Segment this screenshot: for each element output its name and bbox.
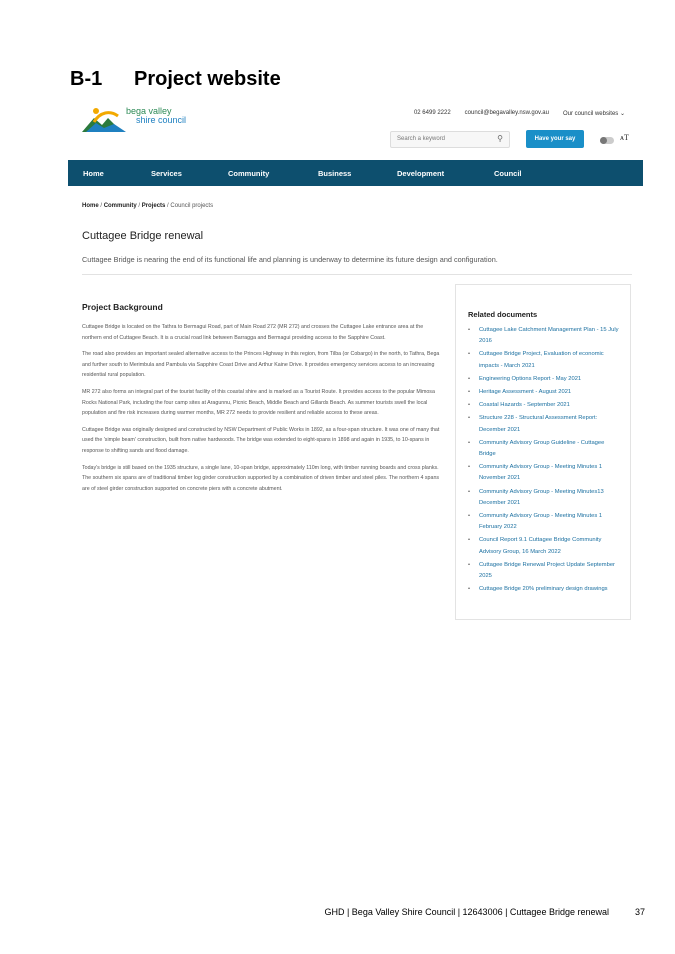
related-doc-link[interactable]: • Heritage Assessment - August 2021	[468, 387, 620, 398]
contrast-toggle[interactable]	[600, 137, 614, 144]
phone-link[interactable]: 02 6499 2222	[413, 110, 451, 116]
breadcrumb: Home / Community / Projects / Council projects	[82, 203, 214, 209]
section-title: Project website	[134, 68, 281, 90]
page-number: 37	[634, 907, 645, 917]
related-doc-link[interactable]: • Cuttagee Bridge Project, Evaluation of economic impacts - March 2021	[468, 349, 620, 371]
nav-item-home[interactable]: Home	[83, 168, 104, 178]
utility-links	[414, 110, 625, 117]
related-doc-link[interactable]: • Coastal Hazards - September 2021	[468, 400, 620, 411]
breadcrumb-projects[interactable]: Projects	[141, 203, 166, 209]
paragraph: The road also provides an important sealed alternative access to the Princes Highway in this region, from Tilba (or Cobargo) in the north, to Tathra, Bega and further south to Merimbula and Pambula via Sapphire Coast Drive and Arthur Kaine Drive. It provides emergency services access to an increasing residential rural population.	[82, 351, 440, 379]
nav-item-services[interactable]: Services	[151, 168, 182, 178]
nav-item-council[interactable]: Council	[494, 168, 522, 178]
main-nav	[68, 160, 643, 186]
council-logo[interactable]	[82, 106, 202, 134]
nav-item-community[interactable]: Community	[228, 168, 270, 178]
footer-text: GHD | Bega Valley Shire Council | 12643006 | Cuttagee Bridge renewal	[324, 907, 609, 917]
breadcrumb-home[interactable]: Home	[82, 203, 99, 209]
logo-line-2: shire council	[136, 115, 187, 125]
background-body	[82, 322, 440, 500]
related-list	[468, 325, 620, 595]
council-sites-dropdown[interactable]	[563, 110, 625, 117]
nav-item-business[interactable]: Business	[318, 168, 352, 178]
related-doc-link[interactable]: • Cuttagee Lake Catchment Management Plan - 15 July 2016	[468, 325, 620, 347]
page-lead: Cuttagee Bridge is nearing the end of its functional life and planning is underway to determine its future design and configuration.	[82, 255, 498, 264]
related-doc-link[interactable]: • Community Advisory Group - Meeting Minutes13 December 2021	[468, 487, 620, 509]
breadcrumb-current: Council projects	[170, 203, 214, 209]
logo-line-1: bega valley	[126, 106, 172, 116]
related-doc-link[interactable]: • Council Report 9.1 Cuttagee Bridge Community Advisory Group, 16 March 2022	[468, 535, 620, 557]
related-doc-link[interactable]: • Community Advisory Group - Meeting Minutes 1 November 2021	[468, 462, 620, 484]
section-number: B-1	[70, 68, 103, 90]
related-doc-link[interactable]: • Community Advisory Group - Meeting Minutes 1 February 2022	[468, 511, 620, 533]
related-documents-panel	[455, 284, 631, 620]
paragraph: Cuttagee Bridge is located on the Tathra to Bermagui Road, part of Main Road 272 (MR 272) and crosses the Cuttagee Lake entrance area at the northern end of Cuttagee Beach. It is a crucial road link between Barragga and Bermagui providing access to the Sapphire Coast.	[82, 324, 424, 341]
logo-mark-icon	[82, 106, 126, 134]
paragraph: Today's bridge is still based on the 1935 structure, a single lane, 10-span bridge, approximately 110m long, with timber running boards and cross planks. The southern six spans are of traditional timber log girder construction supported by a combination of driven timber and steel piles. The northern 4 spans are of steel girder construction supported on concrete piers with a concrete abutment.	[82, 464, 440, 492]
divider	[82, 274, 632, 275]
related-doc-link[interactable]: • Structure 228 - Structural Assessment Report: December 2021	[468, 413, 620, 435]
breadcrumb-community[interactable]: Community	[103, 203, 137, 209]
paragraph: Cuttagee Bridge was originally designed and constructed by NSW Department of Public Works in 1892, as a four-span structure. It was one of many that used the 'simple beam' construction, built from native hardwoods. The bridge was extended to eight-spans in 1898 and again in 1935, to 10-spans in response to shifting sands and flood damage.	[82, 426, 440, 454]
related-doc-link[interactable]: • Cuttagee Bridge 20% preliminary design drawings	[468, 584, 620, 595]
font-size-icon[interactable]: ᴀT	[620, 133, 629, 142]
related-heading: Related documents	[468, 310, 538, 319]
page-title: Cuttagee Bridge renewal	[82, 230, 204, 242]
search-placeholder: Search a keyword	[397, 136, 446, 142]
related-doc-link[interactable]: • Cuttagee Bridge Renewal Project Update September 2025	[468, 560, 620, 582]
search-icon[interactable]: ⚲	[497, 134, 503, 143]
chevron-down-icon: ⌄	[619, 111, 625, 117]
search-input[interactable]	[390, 131, 510, 148]
website-screenshot	[68, 100, 643, 620]
nav-item-development[interactable]: Development	[397, 168, 445, 178]
section-heading	[70, 68, 281, 91]
background-heading: Project Background	[82, 302, 163, 312]
have-your-say-button[interactable]: Have your say	[526, 130, 584, 148]
related-doc-link[interactable]: • Community Advisory Group Guideline - Cuttagee Bridge	[468, 438, 620, 460]
paragraph: MR 272 also forms an integral part of the tourist facility of this coastal shire and is marked as a Tourist Route. It provides access to the popular Mimosa Rocks National Park, including the four camp sites at Aragunnu, Picnic Beach, Middle Beach and Gillards Beach. As summer tourists swell the local population and fire risk increases during warmer months, MR 272 needs to provide resilient and reliable access to these areas.	[82, 388, 435, 417]
related-doc-link[interactable]: • Engineering Options Report - May 2021	[468, 374, 620, 385]
email-link[interactable]: council@begavalley.nsw.gov.au	[464, 110, 549, 116]
council-sites-label: Our council websites	[562, 111, 619, 117]
page-footer	[324, 907, 645, 917]
logo-wordmark	[126, 107, 186, 125]
